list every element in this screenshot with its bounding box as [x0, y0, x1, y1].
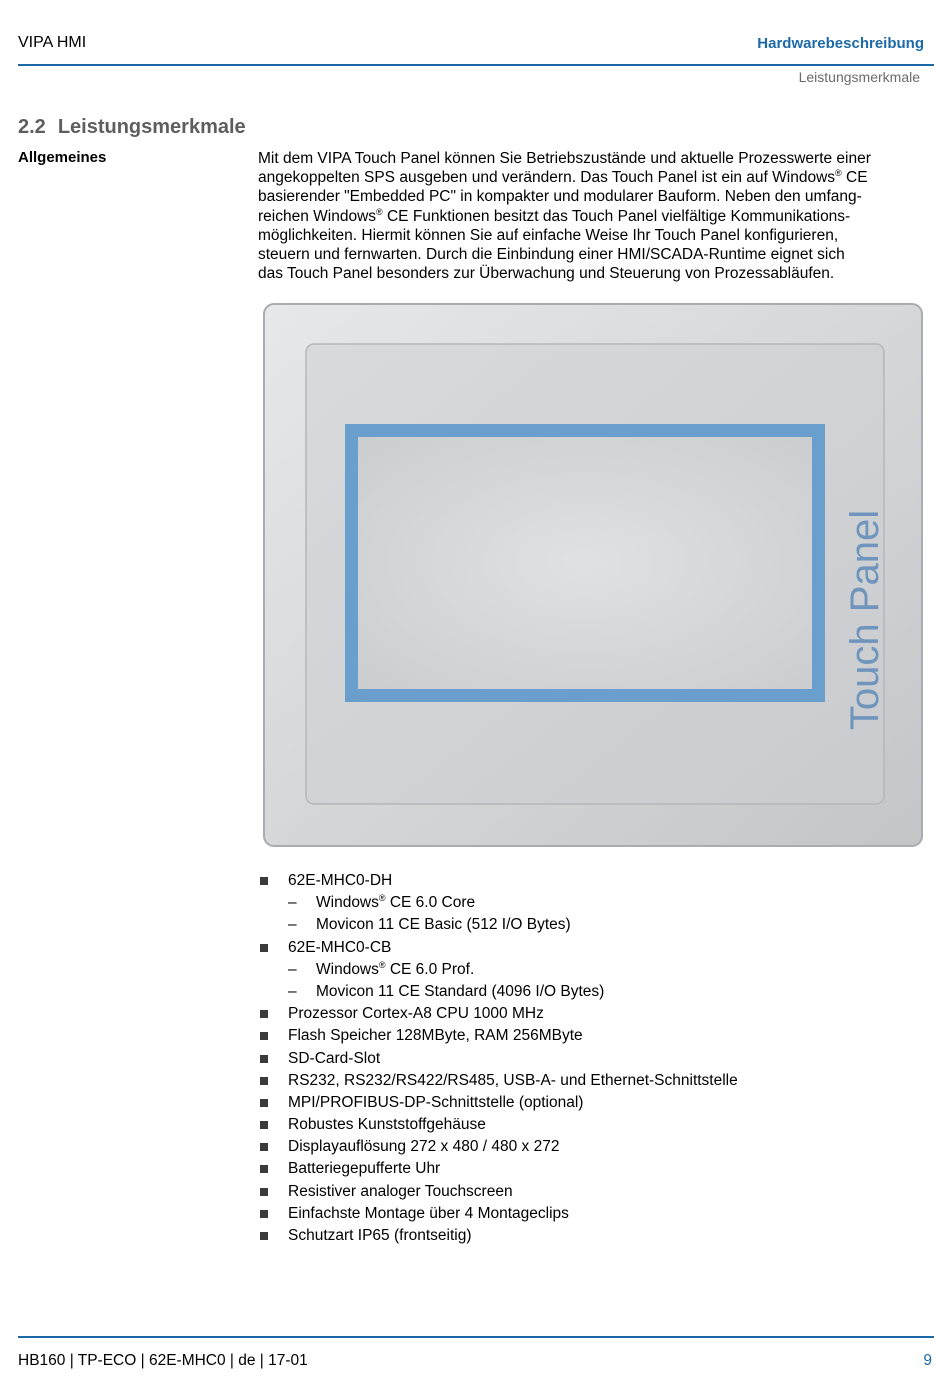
- list-item: MPI/PROFIBUS-DP-Schnittstelle (optional): [258, 1092, 938, 1114]
- list-subitem: – Movicon 11 CE Standard (4096 I/O Bytes): [258, 981, 938, 1003]
- display-screen: [358, 437, 812, 689]
- paragraph-text: CE: [841, 169, 868, 187]
- list-subitem: [258, 959, 938, 981]
- paragraph-line: steuern und fernwarten. Durch die Einbindung einer HMI/SCADA-Runtime eignet sich: [258, 246, 845, 264]
- paragraph-line: [258, 168, 938, 187]
- list-item: RS232, RS232/RS422/RS485, USB-A- und Ethernet-Schnittstelle: [258, 1070, 938, 1092]
- paragraph-line: das Touch Panel besonders zur Überwachung und Steuerung von Prozessabläufen.: [258, 265, 835, 283]
- paragraph-line: [258, 207, 938, 226]
- registered-mark: ®: [378, 893, 386, 904]
- list-item: SD-Card-Slot: [258, 1048, 938, 1070]
- list-item: Robustes Kunststoffgehäuse: [258, 1114, 938, 1136]
- registered-mark: ®: [835, 168, 842, 179]
- header-subtitle: Leistungsmerkmale: [798, 69, 920, 85]
- paragraph-line: Mit dem VIPA Touch Panel können Sie Betriebszustände und aktuelle Prozesswerte einer: [258, 150, 871, 167]
- list-text: Windows: [316, 894, 379, 912]
- list-subitem: – Movicon 11 CE Basic (512 I/O Bytes): [258, 914, 938, 936]
- list-item: Displayauflösung 272 x 480 / 480 x 272: [258, 1136, 938, 1158]
- list-item: Schutzart IP65 (frontseitig): [258, 1225, 938, 1247]
- paragraph-line: basierender "Embedded PC" in kompakter und modularer Bauform. Neben den umfang-: [258, 188, 862, 206]
- list-text: Windows: [316, 960, 379, 978]
- list-item: Batteriegepufferte Uhr: [258, 1158, 938, 1180]
- list-item: Prozessor Cortex-A8 CPU 1000 MHz: [258, 1003, 938, 1025]
- touch-panel-image: [262, 302, 924, 848]
- section-title: Leistungsmerkmale: [57, 116, 246, 138]
- list-item: Einfachste Montage über 4 Montageclips: [258, 1203, 938, 1225]
- page-number: 9: [923, 1352, 932, 1369]
- list-item: Flash Speicher 128MByte, RAM 256MByte: [258, 1025, 938, 1047]
- registered-mark: ®: [378, 959, 386, 970]
- feature-list: [258, 870, 938, 1247]
- list-item: 62E-MHC0-CB: [258, 937, 938, 959]
- paragraph-text: angekoppelten SPS ausgeben und verändern. Das Touch Panel ist ein auf Windows: [258, 169, 836, 187]
- footer-rule: [18, 1336, 934, 1338]
- section-heading: [18, 116, 246, 139]
- header-rule: [18, 64, 934, 66]
- header-left-title: VIPA HMI: [18, 34, 87, 51]
- list-item: Resistiver analoger Touchscreen: [258, 1181, 938, 1203]
- side-label-allgemeines: Allgemeines: [18, 149, 107, 166]
- list-subitem: [258, 892, 938, 914]
- paragraph-text: CE Funktionen besitzt das Touch Panel vielfältige Kommunikations-: [382, 207, 851, 225]
- list-item: 62E-MHC0-DH: [258, 870, 938, 892]
- header-chapter-title: Hardwarebeschreibung: [757, 35, 924, 52]
- section-number: 2.2: [18, 116, 46, 138]
- paragraph-text: reichen Windows: [258, 207, 377, 225]
- paragraph-line: möglichkeiten. Hiermit können Sie auf einfache Weise Ihr Touch Panel konfigurieren,: [258, 226, 839, 244]
- panel-brand-label: Touch Panel: [843, 509, 887, 731]
- footer-document-id: HB160 | TP-ECO | 62E-MHC0 | de | 17-01: [18, 1352, 308, 1369]
- list-text: CE 6.0 Prof.: [385, 960, 475, 978]
- registered-mark: ®: [376, 206, 383, 217]
- intro-paragraph: [258, 149, 938, 283]
- list-text: CE 6.0 Core: [385, 894, 476, 912]
